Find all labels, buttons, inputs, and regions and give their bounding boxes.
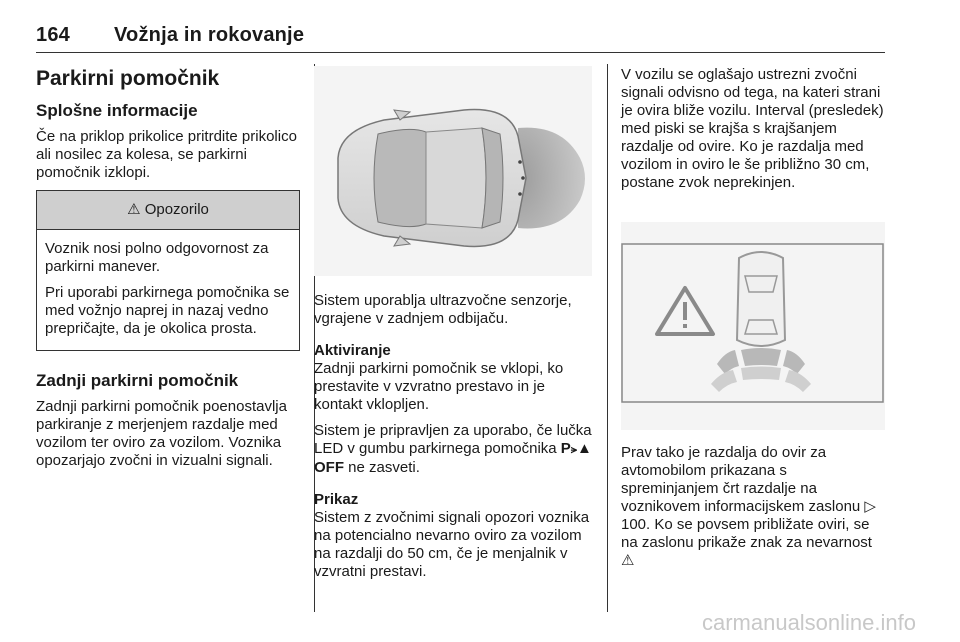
distance-segment <box>741 367 781 381</box>
body-paragraph: Zadnji parkirni pomočnik poenostavlja parkiranje z merjenjem razdalje med vozilom ter oviro za vozilom. Voznika opozarjajo zvočni in vizualni signali. <box>36 398 287 469</box>
warning-header <box>37 191 299 230</box>
display-title: Prikaz <box>314 491 359 508</box>
warning-mark <box>683 324 687 328</box>
section-title: Parkirni pomočnik <box>36 67 220 90</box>
watermark: carmanualsonline.info <box>701 610 916 635</box>
chapter-title: Vožnja in rokovanje <box>114 24 305 46</box>
column-middle <box>314 292 596 589</box>
activation-paragraph: Zadnji parkirni pomočnik se vklopi, ko prestavite v vzvratno prestavo in je kontakt vklopljen. <box>314 360 564 413</box>
column-right <box>621 66 887 200</box>
rear-sensor-illustration <box>314 66 592 276</box>
distance-segment <box>717 350 739 374</box>
hazard-warning-icon: ⚠ <box>621 552 635 569</box>
subsection-title: Zadnji parkirni pomočnik <box>36 371 239 390</box>
display-paragraph: Sistem z zvočnimi signali opozori voznika na potencialno nevarno oviro za vozilom na razdalji do 50 cm, če je menjalnik v vzvratni prestavi. <box>314 509 590 580</box>
text-span: ne zasveti. <box>344 459 420 476</box>
sensor-dot <box>518 160 522 164</box>
warning-text: Pri uporabi parkirnega pomočnika se med vožnjo naprej in nazaj vedno prepričajte, da je okolica prosta. <box>45 284 290 337</box>
car-top-view <box>737 252 785 346</box>
warning-text: Voznik nosi polno odgovornost za parkirni manever. <box>45 240 269 275</box>
page-header <box>36 24 304 47</box>
subsection-title: Splošne informacije <box>36 101 198 120</box>
car-roof <box>426 128 486 228</box>
sensor-dot <box>518 192 522 196</box>
body-paragraph <box>621 444 887 570</box>
distance-segment <box>785 370 811 392</box>
activation-title: Aktiviranje <box>314 342 391 359</box>
display-illustration <box>621 222 885 430</box>
column-divider <box>607 64 608 612</box>
car-sensor-svg <box>314 66 592 276</box>
warning-body <box>37 230 299 350</box>
intro-paragraph: Če na priklop prikolice pritrdite prikolico ali nosilec za kolesa, se parkirni pomočnik izklopi. <box>36 128 297 181</box>
display-svg <box>621 222 885 430</box>
distance-segment <box>783 350 805 374</box>
page-number: 164 <box>36 24 70 46</box>
activation-paragraph <box>314 422 596 477</box>
header-rule <box>36 52 885 53</box>
image-caption: Sistem uporablja ultrazvočne senzorje, vgrajene v zadnjem odbijaču. <box>314 292 572 327</box>
column-left <box>36 66 302 478</box>
sensor-wave <box>518 128 585 229</box>
parking-assist-off-symbol: P⪫▲ OFF <box>314 440 592 476</box>
sensor-dot <box>521 176 525 180</box>
warning-box <box>36 190 300 351</box>
column-right-lower <box>621 444 887 578</box>
distance-segment <box>741 348 781 366</box>
distance-segment <box>711 370 737 392</box>
text-span: 100. Ko se povsem približate oviri, se na zaslonu prikaže znak za nevarnost <box>621 516 872 551</box>
car-windshield <box>374 129 426 226</box>
warning-icon: ⚠ <box>127 201 141 218</box>
warning-title: Opozorilo <box>144 201 209 218</box>
body-paragraph: V vozilu se oglašajo ustrezni zvočni signali odvisno od tega, na kateri strani je ovira bliže vozilu. Interval (presledek) med piski se krajša s krajšanjem razdalje od ovire. Ko je razdalja med vozilom in oviro le še približno 30 cm, postane zvok neprekinjen. <box>621 66 884 191</box>
page-reference-arrow-icon[interactable]: ▷ <box>864 498 876 515</box>
warning-mark <box>683 302 687 320</box>
text-span: Sistem je pripravljen za uporabo, če lučka LED v gumbu parkirnega pomočnika <box>314 422 592 457</box>
text-span: Prav tako je razdalja do ovir za avtomobilom prikazana s spreminjanjem črt razdalje na voznikovem informacijskem zaslonu <box>621 444 865 515</box>
